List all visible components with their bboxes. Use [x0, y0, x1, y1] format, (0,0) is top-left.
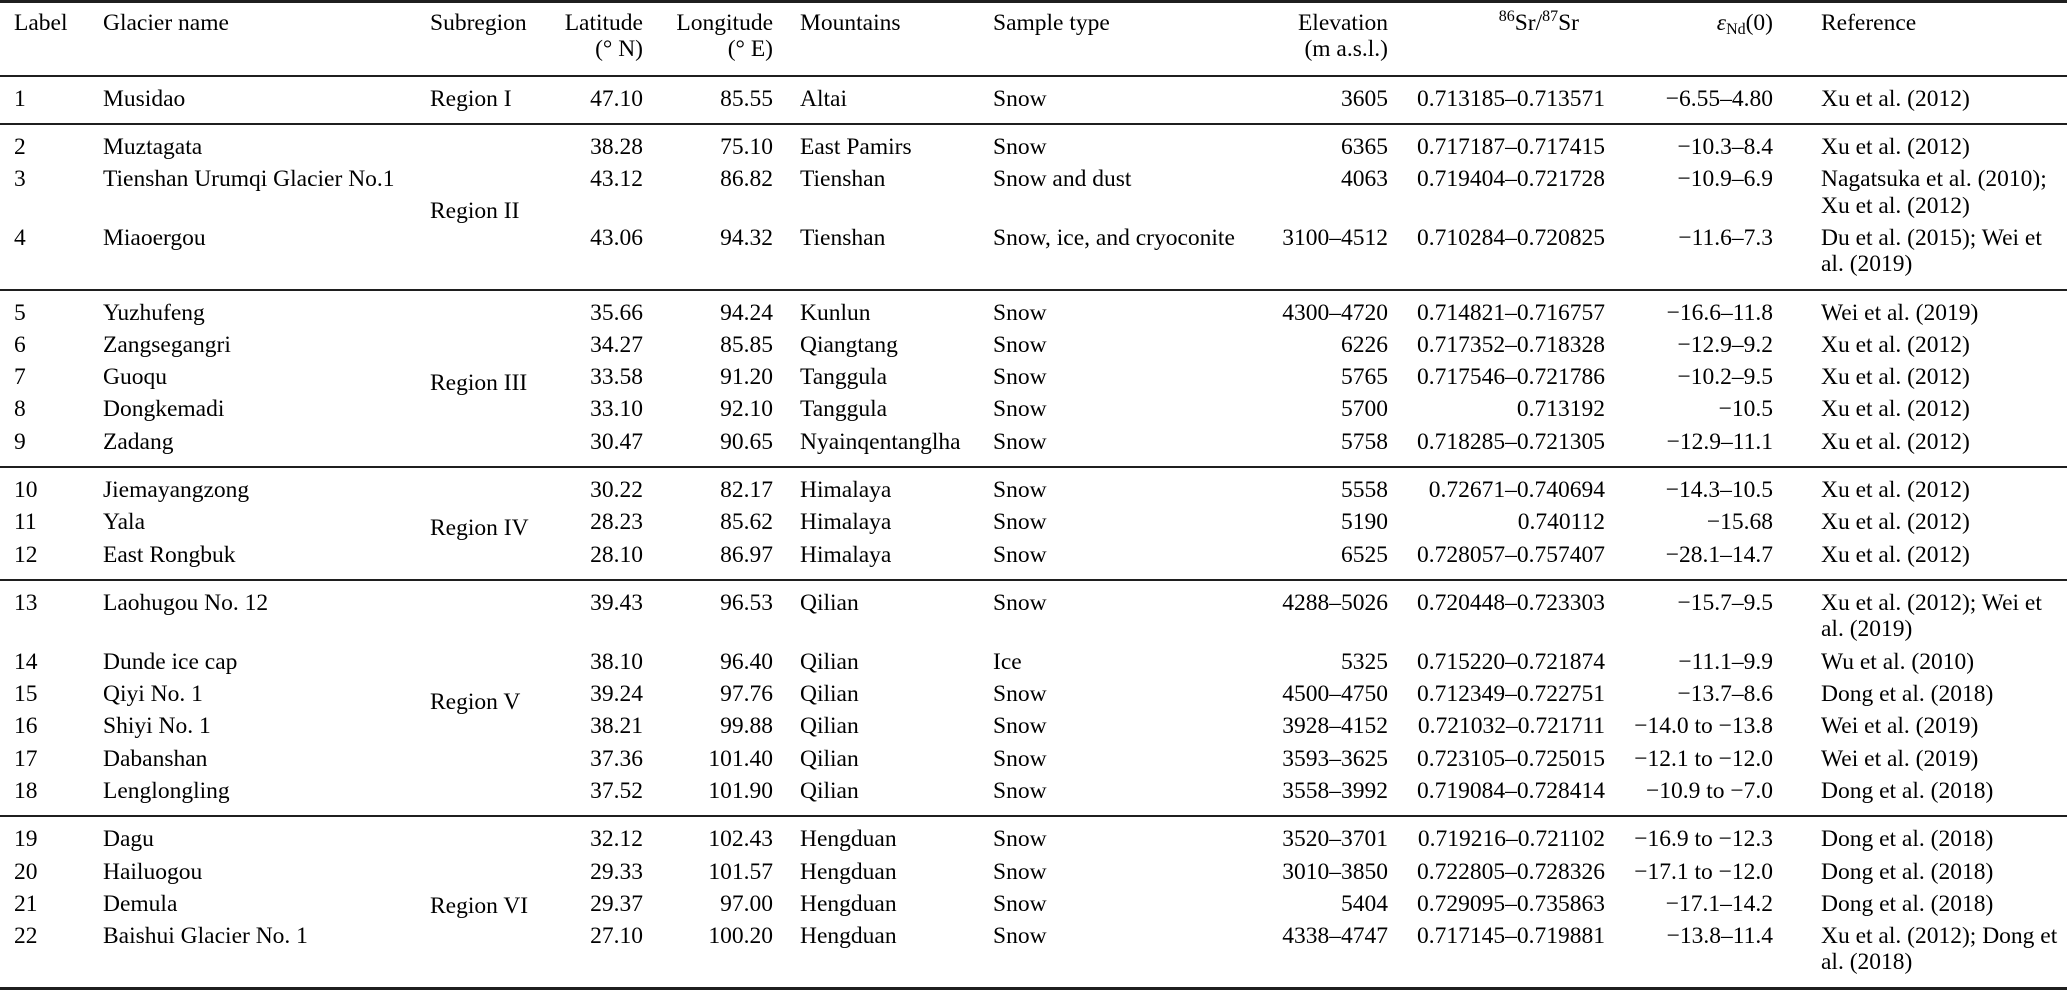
cell-sr-ratio: 0.712349–0.722751: [1417, 680, 1605, 707]
cell-reference: Xu et al. (2012); Wei et al. (2019): [1821, 590, 2042, 643]
cell-elevation: 4500–4750: [1282, 680, 1388, 707]
col-header-elevation: [1255, 2, 1390, 76]
cell-label: 5: [14, 299, 26, 326]
cell-longitude: 99.88: [720, 713, 773, 740]
cell-sample-type: Snow: [993, 826, 1047, 853]
header-row: [0, 2, 2067, 76]
cell-epsilon-nd: −10.9–6.9: [1677, 166, 1773, 193]
cell-mountains: Tanggula: [800, 364, 888, 391]
cell-mountains: Himalaya: [800, 477, 892, 504]
cell-label: 13: [14, 590, 38, 616]
cell-epsilon-nd: −6.55–4.80: [1665, 85, 1773, 112]
table-row: [0, 816, 2067, 855]
region-group: [0, 290, 2067, 468]
cell-elevation: 3593–3625: [1282, 745, 1388, 772]
cell-label: 2: [14, 133, 26, 160]
longitude-header-line1: Longitude: [676, 10, 773, 36]
table-row: [0, 539, 2067, 580]
col-header-sample-type: Sample type: [993, 10, 1110, 36]
cell-longitude: 85.85: [720, 331, 773, 358]
cell-label: 10: [14, 477, 38, 504]
cell-latitude: 29.37: [590, 890, 643, 917]
cell-sr-ratio: 0.723105–0.725015: [1417, 745, 1605, 772]
cell-longitude: 101.57: [708, 858, 773, 885]
cell-sample-type: Snow: [993, 541, 1047, 568]
table-row: [0, 888, 2067, 920]
cell-label: 18: [14, 777, 38, 804]
table-row: [0, 920, 2067, 988]
col-header-subregion: Subregion: [430, 10, 527, 36]
cell-sr-ratio: 0.717546–0.721786: [1417, 364, 1605, 391]
table-row: [0, 76, 2067, 124]
cell-reference: Xu et al. (2012): [1821, 396, 1970, 423]
cell-epsilon-nd: −17.1 to −12.0: [1634, 858, 1773, 885]
cell-reference: Xu et al. (2012): [1821, 133, 1970, 160]
cell-mountains: Qilian: [800, 745, 859, 772]
cell-latitude: 39.43: [590, 590, 643, 616]
cell-glacier-name: Miaoergou: [103, 224, 206, 251]
col-header-glacier-name: Glacier name: [103, 10, 229, 36]
cell-glacier-name: Guoqu: [103, 364, 167, 391]
cell-reference: Xu et al. (2012): [1821, 364, 1970, 391]
table-row: [0, 163, 2067, 222]
col-header-epsilon-nd: [1607, 2, 1775, 76]
latitude-header-line1: Latitude: [564, 10, 643, 36]
cell-label: 19: [14, 826, 38, 853]
cell-glacier-name: Jiemayangzong: [103, 477, 250, 504]
cell-reference: Xu et al. (2012): [1821, 85, 1970, 112]
cell-elevation: 6226: [1341, 331, 1388, 358]
cell-mountains: Hengduan: [800, 923, 897, 950]
cell-elevation: 5765: [1341, 364, 1388, 391]
cell-subregion: Region I: [430, 85, 512, 112]
cell-epsilon-nd: −17.1–14.2: [1665, 890, 1773, 917]
cell-sample-type: Snow: [993, 858, 1047, 885]
cell-glacier-name: Dagu: [103, 826, 154, 853]
table-row: [0, 393, 2067, 425]
latitude-header-line2: (° N): [595, 36, 643, 63]
cell-sr-ratio: 0.713192: [1516, 396, 1605, 423]
cell-label: 12: [14, 541, 38, 568]
cell-mountains: Tienshan: [800, 224, 886, 251]
cell-latitude: 33.58: [590, 364, 643, 391]
cell-sr-ratio: 0.722805–0.728326: [1417, 858, 1605, 885]
col-header-longitude: [645, 2, 775, 76]
cell-sample-type: Snow: [993, 396, 1047, 423]
cell-longitude: 100.20: [708, 923, 773, 950]
epsilon-symbol: ε: [1716, 10, 1727, 36]
cell-sr-ratio: 0.740112: [1517, 509, 1605, 536]
cell-elevation: 6525: [1341, 541, 1388, 568]
table-row: [0, 467, 2067, 506]
table-row: [0, 506, 2067, 538]
region-group: [0, 467, 2067, 580]
cell-epsilon-nd: −10.3–8.4: [1677, 133, 1773, 160]
cell-sr-ratio: 0.728057–0.757407: [1417, 541, 1605, 568]
table-row: [0, 124, 2067, 163]
cell-mountains: Tienshan: [800, 166, 886, 193]
cell-sample-type: Snow: [993, 299, 1047, 326]
cell-elevation: 3558–3992: [1282, 777, 1388, 804]
table-row: [0, 290, 2067, 329]
cell-sr-ratio: 0.718285–0.721305: [1417, 428, 1605, 455]
cell-glacier-name: Yala: [103, 509, 146, 536]
cell-epsilon-nd: −28.1–14.7: [1665, 541, 1773, 568]
cell-sample-type: Snow: [993, 331, 1047, 358]
cell-mountains: Qilian: [800, 680, 859, 707]
cell-latitude: 34.27: [590, 331, 643, 358]
cell-reference: Dong et al. (2018): [1821, 826, 1994, 853]
cell-elevation: 5404: [1341, 890, 1388, 917]
cell-latitude: 39.24: [590, 680, 643, 707]
cell-glacier-name: Dabanshan: [103, 745, 208, 772]
cell-elevation: 3928–4152: [1282, 713, 1388, 740]
longitude-header-line2: (° E): [727, 36, 773, 63]
table-row: [0, 426, 2067, 467]
cell-sr-ratio: 0.715220–0.721874: [1417, 648, 1605, 675]
cell-reference: Wei et al. (2019): [1821, 299, 1979, 326]
cell-reference: Dong et al. (2018): [1821, 890, 1994, 917]
cell-label: 9: [14, 428, 26, 455]
cell-latitude: 47.10: [590, 85, 643, 112]
col-header-reference: Reference: [1821, 10, 1917, 36]
cell-reference: Wei et al. (2019): [1821, 713, 1979, 740]
region-group: [0, 124, 2067, 290]
cell-sample-type: Snow: [993, 477, 1047, 504]
col-header-mountains: Mountains: [800, 10, 901, 36]
cell-longitude: 86.97: [720, 541, 773, 568]
cell-mountains: Kunlun: [800, 299, 871, 326]
cell-epsilon-nd: −15.68: [1706, 509, 1773, 536]
cell-longitude: 90.65: [720, 428, 773, 455]
cell-epsilon-nd: −10.5: [1718, 396, 1773, 423]
cell-mountains: Himalaya: [800, 509, 892, 536]
cell-latitude: 38.28: [590, 133, 643, 160]
cell-epsilon-nd: −13.7–8.6: [1677, 680, 1773, 707]
cell-glacier-name: Muztagata: [103, 133, 203, 160]
cell-sr-ratio: 0.72671–0.740694: [1428, 477, 1605, 504]
table-header: [0, 2, 2067, 76]
cell-latitude: 27.10: [590, 923, 643, 950]
cell-mountains: Hengduan: [800, 890, 897, 917]
cell-mountains: Qilian: [800, 648, 859, 675]
cell-mountains: Qilian: [800, 777, 859, 804]
cell-elevation: 5558: [1341, 477, 1388, 504]
cell-glacier-name: Laohugou No. 12: [103, 590, 269, 616]
cell-mountains: Qilian: [800, 713, 859, 740]
cell-latitude: 28.23: [590, 509, 643, 536]
cell-sample-type: Snow and dust: [993, 166, 1132, 193]
cell-glacier-name: Tienshan Urumqi Glacier No.1: [103, 166, 395, 193]
cell-latitude: 29.33: [590, 858, 643, 885]
cell-epsilon-nd: −14.0 to −13.8: [1634, 713, 1773, 740]
region-group: [0, 580, 2067, 816]
cell-label: 8: [14, 396, 26, 423]
table-row: [0, 580, 2067, 646]
cell-sr-ratio: 0.710284–0.720825: [1417, 224, 1605, 251]
cell-elevation: 5700: [1341, 396, 1388, 423]
cell-elevation: 4063: [1341, 166, 1388, 193]
cell-epsilon-nd: −12.1 to −12.0: [1634, 745, 1773, 772]
cell-elevation: 3520–3701: [1282, 826, 1388, 853]
cell-sample-type: Snow, ice, and cryoconite: [993, 224, 1235, 251]
cell-subregion: Region III: [430, 369, 528, 396]
cell-sample-type: Snow: [993, 509, 1047, 536]
cell-glacier-name: Yuzhufeng: [103, 299, 205, 326]
cell-sample-type: Snow: [993, 713, 1047, 740]
cell-longitude: 94.24: [720, 299, 773, 326]
cell-mountains: Hengduan: [800, 826, 897, 853]
cell-reference: Dong et al. (2018): [1821, 777, 1994, 804]
cell-sample-type: Snow: [993, 890, 1047, 917]
cell-sample-type: Snow: [993, 923, 1047, 950]
cell-longitude: 75.10: [720, 133, 773, 160]
cell-sample-type: Snow: [993, 428, 1047, 455]
cell-sr-ratio: 0.729095–0.735863: [1417, 890, 1605, 917]
cell-longitude: 97.00: [720, 890, 773, 917]
cell-reference: Xu et al. (2012): [1821, 428, 1970, 455]
cell-elevation: 5325: [1341, 648, 1388, 675]
cell-sample-type: Snow: [993, 133, 1047, 160]
cell-sr-ratio: 0.713185–0.713571: [1417, 85, 1605, 112]
sr-end-text: Sr: [1558, 10, 1579, 36]
cell-label: 7: [14, 364, 26, 391]
cell-sample-type: Snow: [993, 590, 1047, 616]
cell-label: 21: [14, 890, 38, 917]
elevation-header-line1: Elevation: [1297, 10, 1388, 36]
cell-longitude: 101.40: [708, 745, 773, 772]
cell-elevation: 4300–4720: [1282, 299, 1388, 326]
cell-subregion: Region II: [430, 198, 520, 225]
cell-reference: Wei et al. (2019): [1821, 745, 1979, 772]
cell-longitude: 86.82: [720, 166, 773, 193]
cell-latitude: 33.10: [590, 396, 643, 423]
cell-glacier-name: Lenglongling: [103, 777, 230, 804]
cell-elevation: 4288–5026: [1282, 590, 1388, 616]
cell-latitude: 32.12: [590, 826, 643, 853]
cell-glacier-name: Musidao: [103, 85, 186, 112]
cell-reference: Xu et al. (2012): [1821, 331, 1970, 358]
cell-longitude: 92.10: [720, 396, 773, 423]
cell-label: 3: [14, 166, 26, 193]
cell-label: 15: [14, 680, 38, 707]
table-row: [0, 775, 2067, 816]
table-row: [0, 743, 2067, 775]
cell-reference: Xu et al. (2012): [1821, 541, 1970, 568]
cell-epsilon-nd: −12.9–11.1: [1666, 428, 1773, 455]
cell-epsilon-nd: −16.9 to −12.3: [1634, 826, 1773, 853]
cell-epsilon-nd: −10.9 to −7.0: [1645, 777, 1773, 804]
cell-elevation: 5758: [1341, 428, 1388, 455]
col-header-sr-ratio: [1390, 2, 1607, 76]
cell-latitude: 43.12: [590, 166, 643, 193]
cell-glacier-name: Hailuogou: [103, 858, 203, 885]
cell-latitude: 30.22: [590, 477, 643, 504]
cell-glacier-name: Baishui Glacier No. 1: [103, 923, 308, 950]
cell-elevation: 3010–3850: [1282, 858, 1388, 885]
cell-latitude: 37.52: [590, 777, 643, 804]
cell-epsilon-nd: −15.7–9.5: [1677, 590, 1773, 616]
cell-label: 1: [14, 85, 26, 112]
cell-glacier-name: Shiyi No. 1: [103, 713, 211, 740]
cell-reference: Xu et al. (2012): [1821, 477, 1970, 504]
cell-mountains: Qilian: [800, 590, 859, 616]
epsilon-zero-text: (0): [1745, 10, 1773, 36]
cell-mountains: Qiangtang: [800, 331, 898, 358]
cell-mountains: Nyainqentanglha: [800, 428, 961, 455]
cell-label: 20: [14, 858, 38, 885]
elevation-header-line2: (m a.s.l.): [1304, 36, 1388, 63]
table-row: [0, 856, 2067, 888]
cell-mountains: Hengduan: [800, 858, 897, 885]
cell-label: 16: [14, 713, 38, 740]
cell-glacier-name: Dongkemadi: [103, 396, 225, 423]
cell-longitude: 85.55: [720, 85, 773, 112]
cell-sr-ratio: 0.717145–0.719881: [1417, 923, 1605, 950]
cell-longitude: 82.17: [720, 477, 773, 504]
cell-elevation: 5190: [1341, 509, 1388, 536]
cell-sr-ratio: 0.714821–0.716757: [1417, 299, 1605, 326]
cell-sample-type: Snow: [993, 745, 1047, 772]
cell-longitude: 91.20: [720, 364, 773, 391]
sr-mid-text: Sr/: [1514, 10, 1543, 36]
cell-epsilon-nd: −14.3–10.5: [1665, 477, 1773, 504]
cell-subregion: Region VI: [430, 893, 529, 920]
cell-latitude: 37.36: [590, 745, 643, 772]
cell-sample-type: Snow: [993, 364, 1047, 391]
table-row: [0, 678, 2067, 710]
cell-sr-ratio: 0.719404–0.721728: [1417, 166, 1605, 193]
cell-glacier-name: Zangsegangri: [103, 331, 231, 358]
cell-mountains: Altai: [800, 85, 847, 112]
epsilon-subscript-nd: Nd: [1726, 20, 1746, 38]
col-header-latitude: [555, 2, 645, 76]
cell-sample-type: Ice: [993, 648, 1022, 675]
cell-epsilon-nd: −10.2–9.5: [1677, 364, 1773, 391]
table-row: [0, 361, 2067, 393]
cell-longitude: 94.32: [720, 224, 773, 251]
cell-sample-type: Snow: [993, 85, 1047, 112]
cell-latitude: 38.21: [590, 713, 643, 740]
cell-glacier-name: Qiyi No. 1: [103, 680, 203, 707]
cell-longitude: 97.76: [720, 680, 773, 707]
cell-epsilon-nd: −12.9–9.2: [1677, 331, 1773, 358]
cell-reference: Xu et al. (2012): [1821, 509, 1970, 536]
cell-label: 11: [14, 509, 37, 536]
cell-elevation: 6365: [1341, 133, 1388, 160]
cell-sr-ratio: 0.720448–0.723303: [1417, 590, 1605, 616]
cell-longitude: 96.40: [720, 648, 773, 675]
cell-glacier-name: Zadang: [103, 428, 174, 455]
cell-latitude: 28.10: [590, 541, 643, 568]
cell-epsilon-nd: −11.6–7.3: [1678, 224, 1773, 251]
table-row: [0, 222, 2067, 290]
cell-latitude: 35.66: [590, 299, 643, 326]
region-group: [0, 76, 2067, 124]
cell-sr-ratio: 0.719216–0.721102: [1417, 826, 1605, 853]
cell-longitude: 96.53: [720, 590, 773, 616]
cell-elevation: 3605: [1341, 85, 1388, 112]
sr-superscript-86: 86: [1498, 8, 1515, 26]
table-row: [0, 646, 2067, 678]
cell-label: 22: [14, 923, 38, 950]
region-group: [0, 816, 2067, 988]
cell-epsilon-nd: −16.6–11.8: [1666, 299, 1773, 326]
cell-glacier-name: Demula: [103, 890, 178, 917]
cell-elevation: 3100–4512: [1282, 224, 1388, 251]
cell-label: 6: [14, 331, 26, 358]
sr-superscript-87: 87: [1542, 8, 1559, 26]
cell-reference: Dong et al. (2018): [1821, 858, 1994, 885]
cell-mountains: East Pamirs: [800, 133, 912, 160]
cell-sr-ratio: 0.717187–0.717415: [1417, 133, 1605, 160]
cell-glacier-name: East Rongbuk: [103, 541, 236, 568]
cell-reference: Wu et al. (2010): [1821, 648, 1975, 675]
cell-reference: Dong et al. (2018): [1821, 680, 1994, 707]
cell-subregion: Region V: [430, 689, 521, 716]
cell-sr-ratio: 0.717352–0.718328: [1417, 331, 1605, 358]
cell-latitude: 30.47: [590, 428, 643, 455]
cell-epsilon-nd: −13.8–11.4: [1666, 923, 1773, 950]
cell-glacier-name: Dunde ice cap: [103, 648, 238, 675]
cell-longitude: 101.90: [708, 777, 773, 804]
cell-label: 14: [14, 648, 38, 675]
cell-latitude: 38.10: [590, 648, 643, 675]
cell-longitude: 102.43: [708, 826, 773, 853]
cell-reference: Nagatsuka et al. (2010); Xu et al. (2012): [1821, 166, 2047, 219]
cell-subregion: Region IV: [430, 514, 529, 541]
cell-elevation: 4338–4747: [1282, 923, 1388, 950]
cell-mountains: Himalaya: [800, 541, 892, 568]
cell-sample-type: Snow: [993, 680, 1047, 707]
table-row: [0, 710, 2067, 742]
cell-reference: Du et al. (2015); Wei et al. (2019): [1821, 224, 2042, 278]
cell-label: 4: [14, 224, 26, 251]
cell-mountains: Tanggula: [800, 396, 888, 423]
cell-sample-type: Snow: [993, 777, 1047, 804]
col-header-label: Label: [14, 10, 68, 36]
cell-epsilon-nd: −11.1–9.9: [1678, 648, 1773, 675]
cell-sr-ratio: 0.721032–0.721711: [1417, 713, 1605, 740]
cell-latitude: 43.06: [590, 224, 643, 251]
table-row: [0, 329, 2067, 361]
cell-sr-ratio: 0.719084–0.728414: [1417, 777, 1605, 804]
cell-longitude: 85.62: [720, 509, 773, 536]
cell-reference: Xu et al. (2012); Dong et al. (2018): [1821, 923, 2058, 976]
cell-label: 17: [14, 745, 38, 772]
